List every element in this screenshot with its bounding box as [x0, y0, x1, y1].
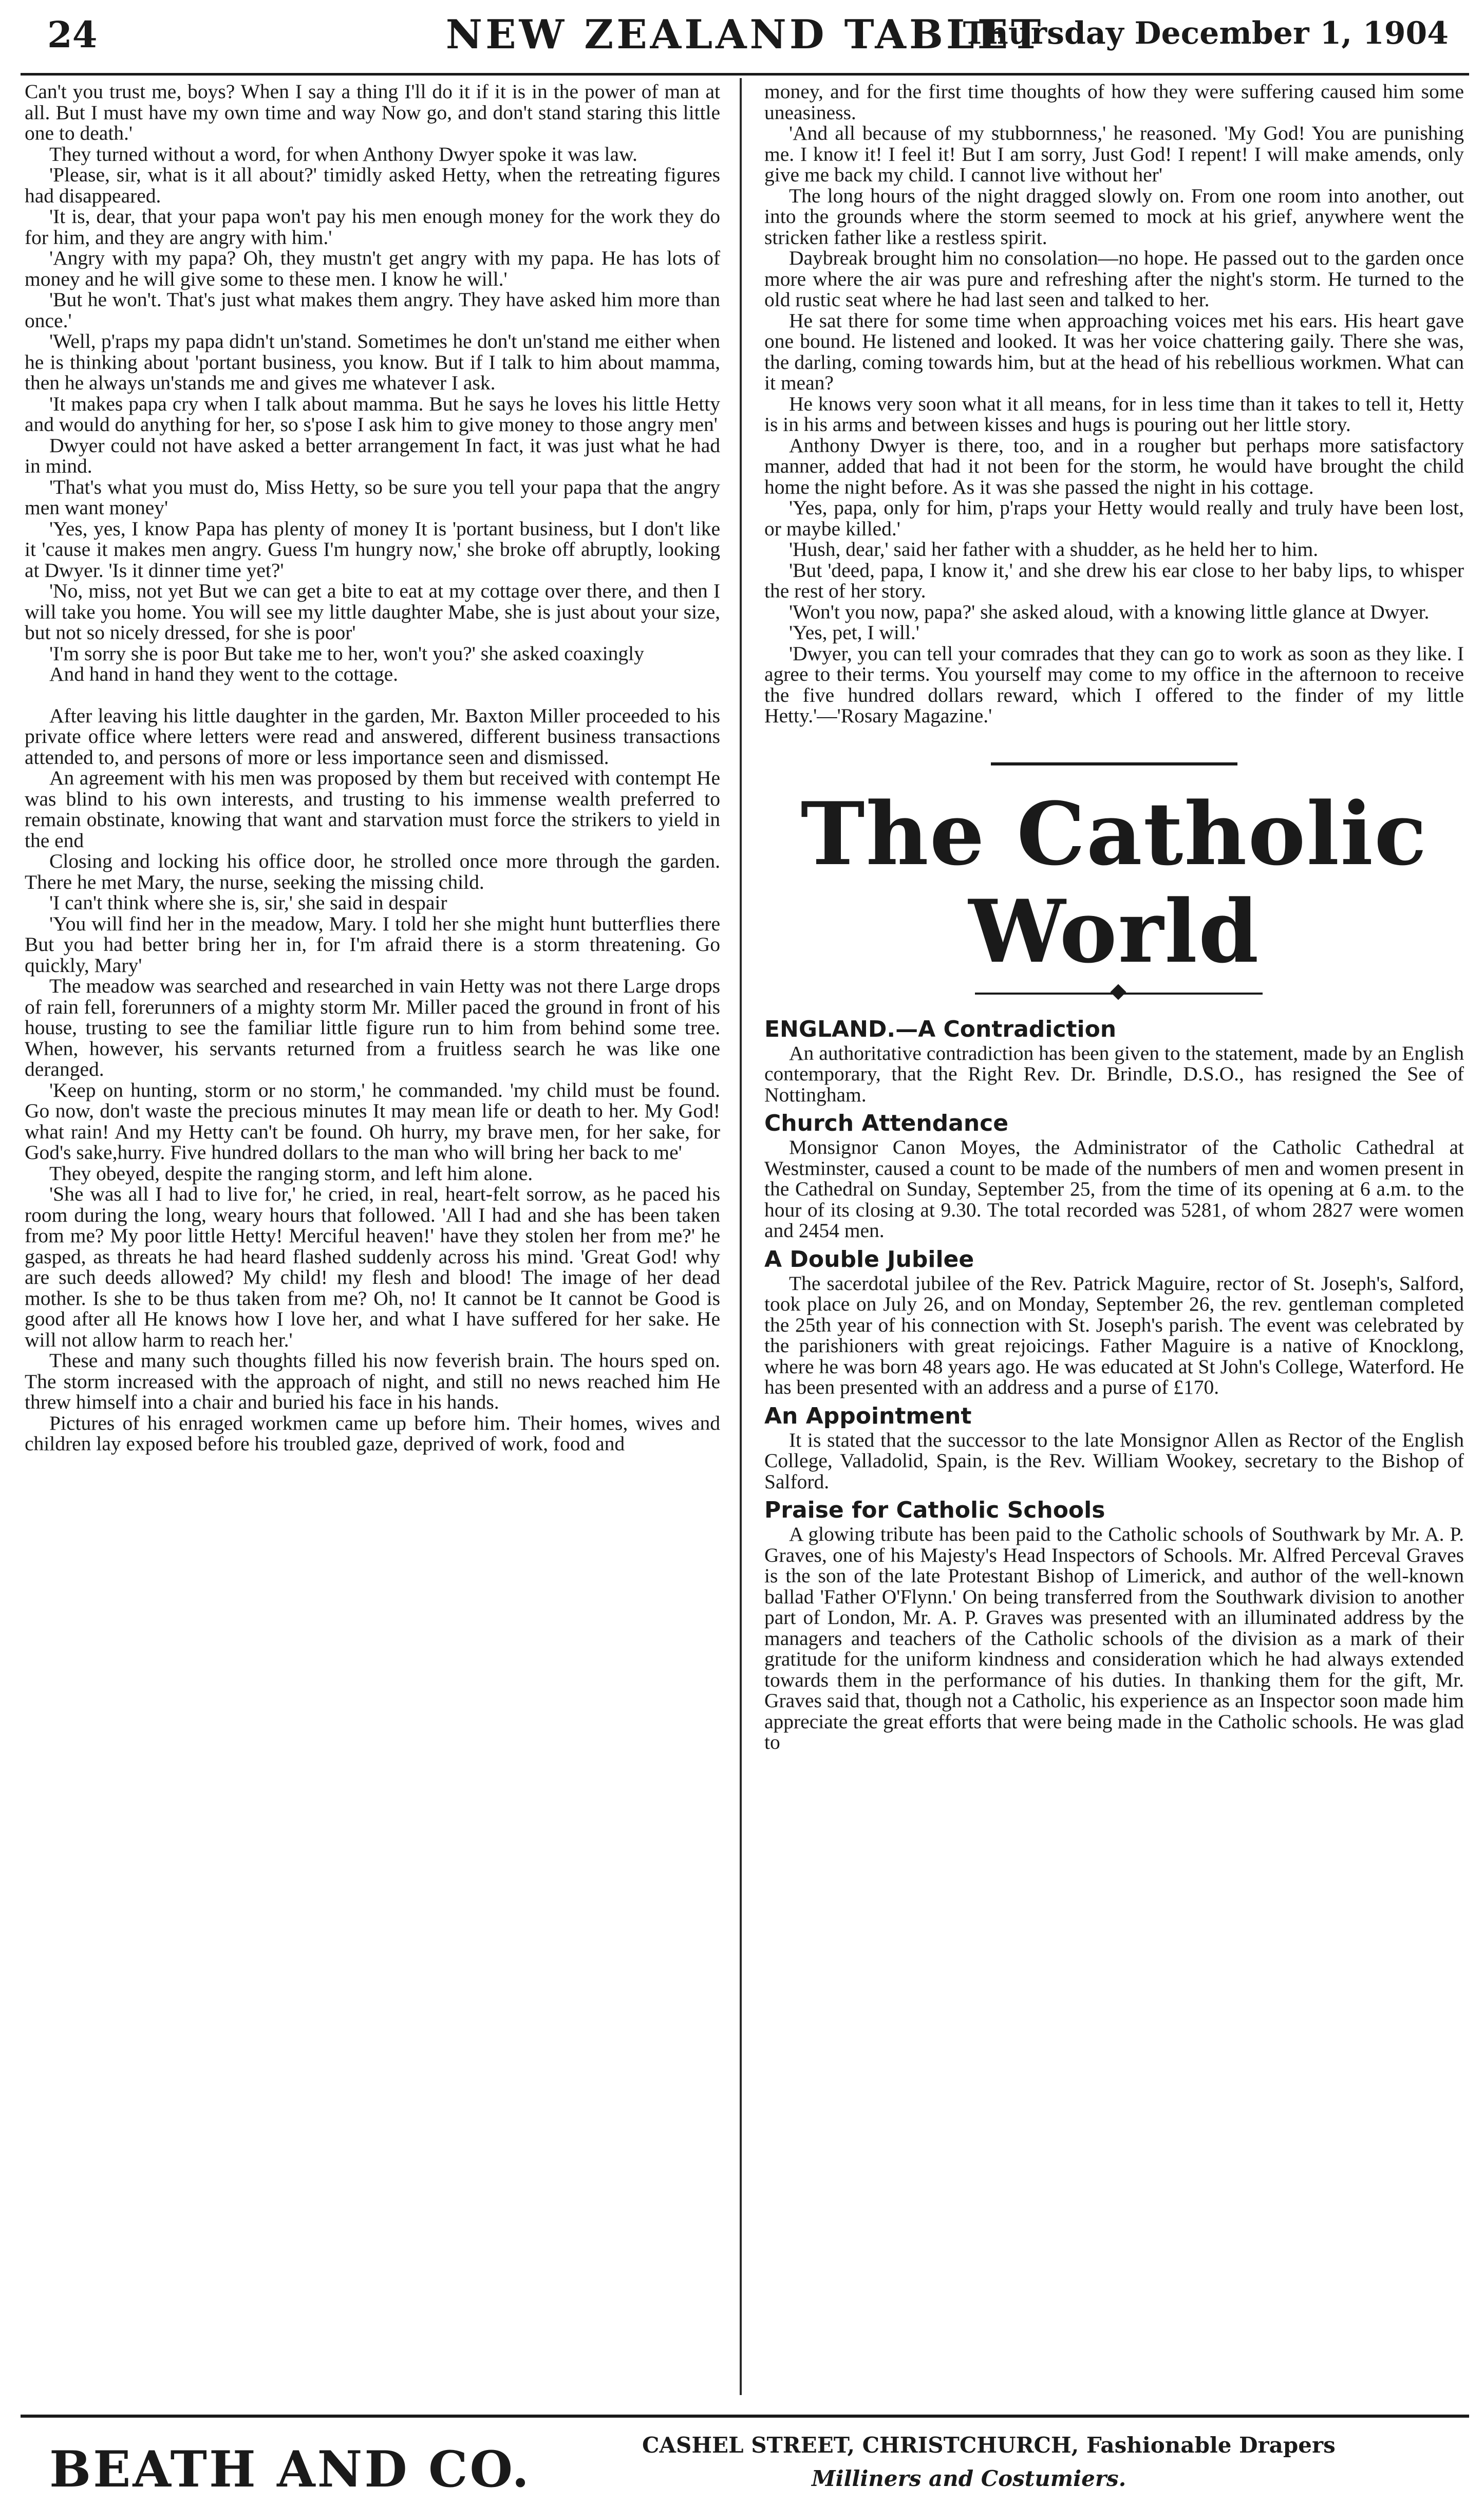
- news-paragraph: It is stated that the successor to the late Monsignor Allen as Rector of the English College, Valladolid, Spain, is the Rev. William Wookey, secretary to the Bishop of Salford.: [764, 1428, 1464, 1493]
- news-heading: ENGLAND.—A Contradiction: [764, 1016, 1117, 1042]
- story-paragraph: Closing and locking his office door, he strolled once more through the garden. There he met Mary, the nurse, seeking the missing child.: [25, 850, 720, 893]
- advertiser-trades: Milliners and Costumiers.: [812, 2466, 1126, 2491]
- left-column: [25, 81, 720, 2393]
- section-rule: [991, 762, 1237, 765]
- news-heading: An Appointment: [764, 1403, 972, 1429]
- story-paragraph: 'Won't you now, papa?' she asked aloud, with a knowing little glance at Dwyer.: [789, 600, 1430, 623]
- story-paragraph: 'Keep on hunting, storm or no storm,' he commanded. 'my child must be found. Go now, don't waste the precious minutes It may mean life or death to her. My God! what rain! And my Hetty can't be found. Oh hurry, my brave men, for her sake, for God's sake,hurry. Five hundred dollars to the man who will bring her back to me': [25, 1078, 720, 1164]
- page-header: [21, 11, 1469, 76]
- story-paragraph: 'No, miss, not yet But we can get a bite to eat at my cottage over there, and then I will take you home. You will see my little daughter Mabe, she is just about your size, but not so nicely dressed, for she is poor': [25, 579, 720, 644]
- story-paragraph: 'Yes, pet, I will.': [789, 621, 919, 644]
- issue-date: Thursday December 1, 1904: [963, 15, 1449, 51]
- story-paragraph: 'Yes, papa, only for him, p'raps your Hetty would really and truly have been lost, or maybe killed.': [764, 496, 1464, 540]
- story-paragraph: They turned without a word, for when Anthony Dwyer spoke it was law.: [49, 142, 637, 165]
- story-paragraph: He knows very soon what it all means, for in less time than it takes to tell it, Hetty is in his arms and between kisses and hugs is pouring out her little story.: [764, 392, 1464, 436]
- story-paragraph: And hand in hand they went to the cottage.: [49, 663, 399, 685]
- story-paragraph: 'Dwyer, you can tell your comrades that they can go to work as soon as they like. I agree to their terms. You yourself may come to my office in the afternoon to receive the five hundred dollars reward, which I offered to the finder of my little Hetty.'—'Rosary Magazine.': [764, 642, 1464, 727]
- advertiser-name: BEATH AND CO.: [49, 2440, 531, 2498]
- story-paragraph: 'Well, p'raps my papa didn't un'stand. Sometimes he don't un'stand me either when he is thinking about 'portant business, you know. But if I talk to him about mamma, then he always un'stands me and gives me whatever I ask.: [25, 330, 720, 394]
- story-paragraph: They obeyed, despite the ranging storm, and left him alone.: [49, 1162, 533, 1185]
- story-paragraph: 'And all because of my stubbornness,' he reasoned. 'My God! You are punishing me. I know it! I feel it! But I am sorry, Just God! I repent! I will make amends, only give me back my child. I cannot live without her': [764, 122, 1464, 186]
- page-number: 24: [47, 13, 98, 56]
- story-paragraph: An agreement with his men was proposed by them but received with contempt He was blind to his own interests, and trusting to his immense wealth preferred to remain obstinate, knowing that want and starvation must force the strikers to yield in the end: [25, 767, 720, 852]
- news-paragraph: A glowing tribute has been paid to the Catholic schools of Southwark by Mr. A. P. Graves, one of his Majesty's Head Inspectors of Schools. Mr. Alfred Perceval Graves is the son of the late Protestant Bishop of Limerick, and author of the well-known ballad 'Father O'Flynn.' On being transferred from the Southwark division to another part of London, Mr. A. P. Graves was presented with an illuminated address by the managers and teachers of the Catholic schools of the division as a mark of their gratitude for the uniform kindness and consideration which he had always extended towards them in the performance of his duties. In thanking them for the gift, Mr. Graves said that, though not a Catholic, his experience as an Inspector soon made him appreciate the great efforts that were being made in the Catholic schools. He was glad to: [764, 1523, 1464, 1753]
- column-divider: [740, 78, 742, 2395]
- story-paragraph: 'She was all I had to live for,' he cried, in real, heart-felt sorrow, as he paced his room during the long, weary hours that followed. 'All I had and she has been taken from me? My poor little Hetty! Merciful heaven!' have they stolen her from me?' he gasped, as threats he had heard flashed suddenly across his mind. 'Great God! why are such deeds allowed? My child! my flesh and blood! The image of her dead mother. Is she to be thus taken from me? Oh, no! It cannot be It cannot be Good is good after all He knows how I love her, and what I have suffered for her sake. He will not allow harm to reach her.': [25, 1183, 720, 1351]
- news-heading: Church Attendance: [764, 1110, 1009, 1136]
- story-paragraph: Can't you trust me, boys? When I say a thing I'll do it if it is in the power of man at all. But I must have my own time and way Now go, and don't stand staring this little one to death.': [25, 81, 720, 144]
- story-paragraph: 'It is, dear, that your papa won't pay his men enough money for the work they do for him, and they are angry with him.': [25, 205, 720, 249]
- news-paragraph: An authoritative contradiction has been given to the statement, made by an English contemporary, that the Right Rev. Dr. Brindle, D.S.O., has resigned the See of Nottingham.: [764, 1041, 1464, 1106]
- story-paragraph: 'You will find her in the meadow, Mary. I told her she might hunt butterflies there But you had better bring her in, for I'm afraid there is a storm threatening. Go quickly, Mary': [25, 912, 720, 977]
- news-heading: A Double Jubilee: [764, 1246, 974, 1273]
- section-gap: [25, 685, 720, 705]
- story-paragraph: 'But 'deed, papa, I know it,' and she drew his ear close to her baby lips, to whisper the rest of her story.: [764, 558, 1464, 602]
- story-paragraph: 'Hush, dear,' said her father with a shudder, as he held her to him.: [789, 538, 1319, 560]
- ornamental-rule: [764, 983, 1464, 1004]
- catholic-world-title: The Catholic World: [800, 782, 1428, 982]
- story-paragraph: Anthony Dwyer is there, too, and in a rougher but perhaps more satisfactory manner, added that had it not been for the storm, he would have brought the child home the night before. As it was she passed the night in his cottage.: [764, 434, 1464, 498]
- news-heading: Praise for Catholic Schools: [764, 1497, 1105, 1523]
- story-paragraph: 'Please, sir, what is it all about?' timidly asked Hetty, when the retreating figures had disappeared.: [25, 163, 720, 207]
- story-paragraph: These and many such thoughts filled his now feverish brain. The hours sped on. The storm increased with the approach of night, and still no news reached him He threw himself into a chair and buried his face in his hands.: [25, 1349, 720, 1413]
- advertisement-footer: [21, 2415, 1469, 2505]
- story-paragraph: Dwyer could not have asked a better arrangement In fact, it was just what he had in mind.: [25, 434, 720, 477]
- news-paragraph: The sacerdotal jubilee of the Rev. Patrick Maguire, rector of St. Joseph's, Salford, took place on July 26, and on Monday, September 26, the rev. gentleman completed the 25th year of his connection with St. Joseph's parish. The event was celebrated by the parishioners with great rejoicings. Father Maguire is a native of Knocklong, where he was born 48 years ago. He was educated at St John's College, Waterford. He has been presented with an address and a purse of £170.: [764, 1272, 1464, 1398]
- story-paragraph: Pictures of his enraged workmen came up before him. Their homes, wives and children lay exposed before his troubled gaze, deprived of work, food and: [25, 1411, 720, 1455]
- story-paragraph: 'That's what you must do, Miss Hetty, so be sure you tell your papa that the angry men want money': [25, 475, 720, 519]
- advertiser-address: CASHEL STREET, CHRISTCHURCH, Fashionable Drapers: [642, 2433, 1336, 2458]
- story-paragraph: The long hours of the night dragged slowly on. From one room into another, out into the grounds where the storm seemed to mock at his grief, anywhere went the stricken father like a restless spirit.: [764, 184, 1464, 249]
- story-paragraph: 'Angry with my papa? Oh, they mustn't get angry with my papa. He has lots of money and he will give some to these men. I know he will.': [25, 247, 720, 290]
- masthead-title: NEW ZEALAND TABLET: [445, 11, 1044, 58]
- story-paragraph: money, and for the first time thoughts of how they were suffering caused him some uneasiness.: [764, 81, 1464, 124]
- diamond-ornament-icon: [1110, 984, 1126, 1000]
- story-paragraph: 'I can't think where she is, sir,' she said in despair: [49, 891, 447, 914]
- story-paragraph: 'It makes papa cry when I talk about mamma. But he says he loves his little Hetty and would do anything for her, so s'pose I ask him to give money to those angry men': [25, 392, 720, 436]
- story-paragraph: 'But he won't. That's just what makes them angry. They have asked him more than once.': [25, 288, 720, 332]
- story-paragraph: He sat there for some time when approaching voices met his ears. His heart gave one bound. He listened and looked. It was her voice chattering gaily. There she was, the darling, coming towards him, but at the head of his rebellious workmen. What can it mean?: [764, 309, 1464, 394]
- story-paragraph: After leaving his little daughter in the garden, Mr. Baxton Miller proceeded to his private office where letters were read and answered, different business transactions attended to, and persons of more or less importance seen and dismissed.: [25, 704, 720, 769]
- story-paragraph: 'I'm sorry she is poor But take me to her, won't you?' she asked coaxingly: [49, 642, 644, 665]
- story-paragraph: Daybreak brought him no consolation—no hope. He passed out to the garden once more where the air was pure and refreshing after the night's storm. He turned to the old rustic seat where he had last seen and talked to her.: [764, 247, 1464, 311]
- right-column: [764, 81, 1464, 2393]
- story-paragraph: 'Yes, yes, I know Papa has plenty of money It is 'portant business, but I don't like it 'cause it makes men angry. Guess I'm hungry now,' she broke off abruptly, looking at Dwyer. 'Is it dinner time yet?': [25, 517, 720, 582]
- news-paragraph: Monsignor Canon Moyes, the Administrator of the Catholic Cathedral at Westminster, caused a count to be made of the numbers of men and women present in the Cathedral on Sunday, September 25, from the time of its opening at 6 a.m. to the hour of its closing at 9.30. The total recorded was 5281, of whom 2827 were women and 2454 men.: [764, 1136, 1464, 1242]
- story-paragraph: The meadow was searched and researched in vain Hetty was not there Large drops of rain fell, forerunners of a mighty storm Mr. Miller paced the ground in front of his house, trusting to see the familiar little figure run to him from behind some tree. When, however, his servants returned from a fruitless search he was like one deranged.: [25, 975, 720, 1080]
